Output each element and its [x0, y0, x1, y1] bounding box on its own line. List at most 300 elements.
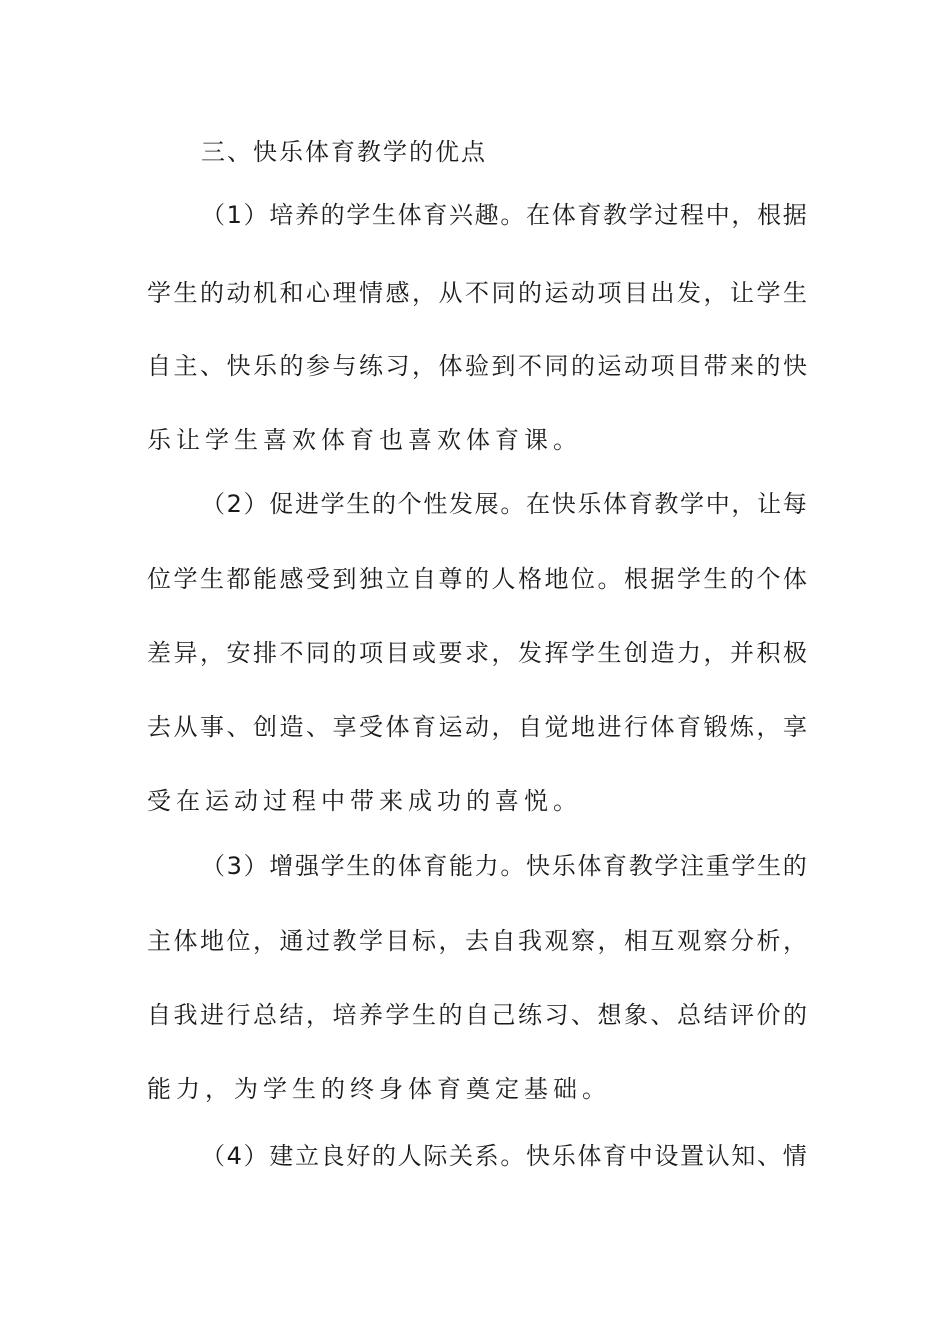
glyph: 教: [332, 927, 357, 955]
glyph: 项: [359, 639, 383, 667]
glyph: 的: [518, 279, 542, 307]
glyph: 极: [783, 639, 807, 667]
glyph: 位: [147, 565, 171, 593]
glyph: 在: [176, 787, 205, 815]
glyph: 行: [226, 1001, 251, 1029]
glyph: 养: [359, 1001, 383, 1029]
glyph: 体: [438, 352, 463, 380]
glyph: 乐: [253, 352, 277, 380]
glyph: 行: [624, 713, 648, 741]
glyph: 自: [518, 713, 542, 741]
glyph: 学: [173, 565, 198, 593]
glyph: ，: [783, 927, 807, 955]
glyph: 带: [703, 352, 728, 380]
glyph: 从: [438, 279, 463, 307]
glyph: 排: [253, 639, 277, 667]
glyph: 育: [423, 201, 448, 229]
glyph: 学: [320, 852, 345, 880]
glyph: 结: [279, 1001, 304, 1029]
glyph: 进: [200, 1001, 224, 1029]
glyph: 总: [677, 1001, 701, 1029]
glyph: 的: [756, 352, 781, 380]
glyph: 基: [524, 1075, 553, 1103]
glyph: 感: [385, 279, 410, 307]
glyph: 理: [332, 279, 357, 307]
glyph: ）: [243, 490, 268, 518]
glyph: 创: [624, 639, 648, 667]
glyph: 能: [147, 1075, 176, 1103]
glyph: 的: [783, 1001, 807, 1029]
glyph: 参: [306, 352, 330, 380]
glyph: 育: [437, 1075, 466, 1103]
glyph: 趣: [474, 201, 499, 229]
glyph: 过: [306, 927, 330, 955]
glyph: 生: [173, 279, 198, 307]
glyph: 教: [628, 852, 653, 880]
glyph: 自: [412, 565, 436, 593]
glyph: 立: [385, 565, 410, 593]
glyph: 身: [379, 1075, 408, 1103]
glyph: 学: [385, 1001, 410, 1029]
glyph: 在: [526, 490, 551, 518]
glyph: 练: [518, 1001, 542, 1029]
glyph: 个: [397, 490, 422, 518]
glyph: 学: [359, 927, 383, 955]
glyph: 的: [200, 279, 224, 307]
glyph: 欢: [437, 426, 466, 454]
glyph: 根: [624, 565, 648, 593]
glyph: 不: [279, 639, 304, 667]
glyph: 炼: [730, 713, 754, 741]
glyph: 自: [147, 1001, 171, 1029]
glyph: 。: [500, 201, 525, 229]
glyph: 的: [438, 1001, 463, 1029]
glyph: 生: [783, 279, 807, 307]
glyph: 体: [577, 852, 602, 880]
glyph: 际: [423, 1142, 448, 1170]
glyph: 去: [465, 927, 489, 955]
glyph: 来: [730, 352, 754, 380]
glyph: 地: [544, 565, 569, 593]
glyph: ，: [491, 713, 516, 741]
glyph: 到: [491, 352, 516, 380]
glyph: 发: [677, 279, 701, 307]
glyph: 学: [654, 852, 679, 880]
glyph: 知: [731, 1142, 756, 1170]
glyph: 也: [379, 426, 408, 454]
glyph: 4: [226, 1142, 242, 1170]
glyph: 人: [397, 1142, 422, 1170]
glyph: （: [201, 201, 225, 229]
glyph: 体: [321, 426, 350, 454]
glyph: 自: [491, 927, 516, 955]
glyph: 从: [173, 713, 198, 741]
glyph: 。: [597, 565, 622, 593]
glyph: ，: [438, 927, 463, 955]
glyph: 培: [332, 1001, 357, 1029]
glyph: 过: [263, 787, 292, 815]
glyph: 生: [412, 1001, 436, 1029]
glyph: ）: [243, 201, 268, 229]
glyph: 进: [294, 490, 319, 518]
glyph: 己: [491, 1001, 516, 1029]
paragraph-line: [147, 786, 807, 816]
glyph: 建: [269, 1142, 294, 1170]
glyph: 强: [294, 852, 319, 880]
glyph: 享: [783, 713, 807, 741]
glyph: 、: [650, 1001, 675, 1029]
glyph: 生: [597, 639, 622, 667]
glyph: 、: [757, 1142, 782, 1170]
glyph: 立: [294, 1142, 319, 1170]
glyph: 学: [731, 852, 756, 880]
glyph: 培: [269, 201, 294, 229]
paragraph-line: [147, 638, 807, 668]
glyph: 来: [379, 787, 408, 815]
glyph: 并: [730, 639, 754, 667]
glyph: 情: [782, 1142, 807, 1170]
glyph: 运: [544, 279, 569, 307]
glyph: ，: [491, 639, 516, 667]
glyph: 体: [408, 1075, 437, 1103]
paragraph-line: [147, 926, 807, 956]
glyph: 中: [628, 1142, 653, 1170]
glyph: 程: [680, 201, 705, 229]
glyph: 的: [730, 565, 754, 593]
glyph: 育: [577, 201, 602, 229]
glyph: ，: [703, 639, 728, 667]
glyph: 快: [783, 352, 807, 380]
glyph: 价: [756, 1001, 781, 1029]
glyph: 地: [571, 713, 595, 741]
glyph: 体: [650, 713, 675, 741]
glyph: 体: [397, 201, 422, 229]
glyph: 教: [654, 490, 679, 518]
glyph: 让: [176, 426, 205, 454]
glyph: 造: [650, 639, 675, 667]
glyph: 的: [466, 787, 495, 815]
glyph: 生: [346, 490, 371, 518]
glyph: 快: [526, 852, 551, 880]
glyph: 格: [518, 565, 542, 593]
glyph: 自: [147, 352, 171, 380]
glyph: 运: [438, 713, 463, 741]
glyph: 位: [226, 927, 251, 955]
glyph: 不: [465, 279, 489, 307]
glyph: ，: [200, 639, 224, 667]
glyph: 乐: [577, 490, 602, 518]
glyph: 成: [408, 787, 437, 815]
glyph: 置: [680, 1142, 705, 1170]
glyph: 。: [500, 490, 525, 518]
glyph: 兴: [449, 201, 473, 229]
glyph: 生: [292, 1075, 321, 1103]
glyph: 育: [603, 852, 628, 880]
glyph: 练: [359, 352, 383, 380]
glyph: 觉: [544, 713, 569, 741]
glyph: 通: [279, 927, 304, 955]
glyph: 我: [173, 1001, 198, 1029]
glyph: 分: [730, 927, 754, 955]
glyph: 让: [757, 490, 782, 518]
glyph: 个: [756, 565, 781, 593]
glyph: 的: [571, 352, 595, 380]
glyph: 体: [385, 713, 410, 741]
glyph: 2: [226, 490, 242, 518]
glyph: 学: [346, 201, 371, 229]
glyph: 体: [603, 490, 628, 518]
glyph: 心: [306, 279, 330, 307]
glyph: 验: [465, 352, 489, 380]
glyph: 终: [350, 1075, 379, 1103]
glyph: 运: [205, 787, 234, 815]
glyph: 学: [320, 490, 345, 518]
glyph: 项: [597, 279, 622, 307]
glyph: 与: [332, 352, 357, 380]
glyph: 动: [465, 713, 489, 741]
glyph: ，: [412, 352, 436, 380]
glyph: 育: [495, 426, 524, 454]
glyph: 定: [495, 1075, 524, 1103]
glyph: 乐: [551, 852, 576, 880]
glyph: 、: [200, 352, 224, 380]
glyph: 动: [571, 279, 595, 307]
glyph: 事: [200, 713, 224, 741]
glyph: 让: [730, 279, 754, 307]
glyph: 体: [577, 1142, 602, 1170]
glyph: 主: [147, 927, 171, 955]
section-heading: 三、快乐体育教学的优点: [201, 138, 487, 166]
glyph: 动: [624, 352, 648, 380]
glyph: 学: [147, 279, 171, 307]
paragraph-line: [147, 1074, 807, 1104]
glyph: 欢: [292, 426, 321, 454]
glyph: 。: [553, 787, 582, 815]
glyph: 中: [705, 490, 730, 518]
glyph: 受: [306, 565, 330, 593]
glyph: 的: [332, 639, 357, 667]
glyph: 课: [524, 426, 553, 454]
glyph: 养: [294, 201, 319, 229]
glyph: 育: [628, 490, 653, 518]
glyph: 设: [654, 1142, 679, 1170]
glyph: 目: [385, 639, 410, 667]
glyph: 察: [571, 927, 595, 955]
paragraph-line: [201, 1141, 807, 1171]
glyph: 生: [234, 426, 263, 454]
glyph: 差: [147, 639, 171, 667]
glyph: 要: [438, 639, 463, 667]
glyph: 运: [597, 352, 622, 380]
glyph: 结: [703, 1001, 728, 1029]
glyph: 目: [677, 352, 701, 380]
glyph: 展: [474, 490, 499, 518]
glyph: ，: [756, 713, 781, 741]
glyph: 积: [756, 639, 781, 667]
glyph: 创: [253, 713, 277, 741]
paragraph-line: [147, 425, 807, 455]
glyph: 据: [650, 565, 675, 593]
glyph: 喜: [408, 426, 437, 454]
glyph: ，: [597, 927, 622, 955]
paragraph-line: [147, 564, 807, 594]
glyph: 去: [147, 713, 171, 741]
glyph: 的: [465, 565, 489, 593]
paragraph-line: [147, 712, 807, 742]
glyph: 学: [205, 426, 234, 454]
glyph: 同: [306, 639, 330, 667]
glyph: ）: [243, 852, 268, 880]
glyph: 性: [423, 490, 448, 518]
glyph: 能: [253, 565, 277, 593]
paragraph-line: [201, 489, 807, 519]
glyph: 评: [730, 1001, 754, 1029]
glyph: 快: [526, 1142, 551, 1170]
glyph: 力: [176, 1075, 205, 1103]
glyph: （: [201, 852, 225, 880]
paragraph-line: [201, 200, 807, 230]
glyph: 。: [582, 1075, 611, 1103]
glyph: 悦: [524, 787, 553, 815]
glyph: 学: [756, 279, 781, 307]
glyph: 喜: [263, 426, 292, 454]
glyph: 促: [269, 490, 294, 518]
glyph: ，: [306, 1001, 330, 1029]
glyph: 的: [320, 201, 345, 229]
glyph: 目: [624, 279, 648, 307]
glyph: 析: [756, 927, 781, 955]
glyph: 象: [624, 1001, 648, 1029]
glyph: 关: [449, 1142, 473, 1170]
glyph: 。: [553, 426, 582, 454]
glyph: 察: [703, 927, 728, 955]
glyph: 1: [226, 201, 242, 229]
glyph: 础: [553, 1075, 582, 1103]
glyph: 学: [680, 490, 705, 518]
glyph: 生: [346, 852, 371, 880]
glyph: 出: [650, 279, 675, 307]
glyph: ，: [731, 490, 756, 518]
paragraph-line: [147, 1000, 807, 1030]
glyph: 观: [544, 927, 569, 955]
glyph: 、: [306, 713, 330, 741]
glyph: 中: [705, 201, 730, 229]
glyph: 感: [279, 565, 304, 593]
glyph: 教: [603, 201, 628, 229]
glyph: 体: [397, 852, 422, 880]
glyph: 求: [465, 639, 489, 667]
glyph: ）: [243, 1142, 268, 1170]
glyph: 育: [677, 713, 701, 741]
glyph: 育: [412, 713, 436, 741]
glyph: 育: [603, 1142, 628, 1170]
glyph: 力: [677, 639, 701, 667]
glyph: 据: [782, 201, 807, 229]
glyph: 享: [332, 713, 357, 741]
glyph: 的: [321, 1075, 350, 1103]
glyph: 。: [500, 1142, 525, 1170]
glyph: 重: [705, 852, 730, 880]
glyph: 互: [650, 927, 675, 955]
glyph: 锻: [703, 713, 728, 741]
glyph: 3: [226, 852, 242, 880]
glyph: 想: [597, 1001, 622, 1029]
glyph: 中: [321, 787, 350, 815]
glyph: 良: [320, 1142, 345, 1170]
glyph: 的: [782, 852, 807, 880]
glyph: 挥: [544, 639, 569, 667]
glyph: 进: [597, 713, 622, 741]
glyph: 习: [544, 1001, 569, 1029]
glyph: 发: [449, 490, 473, 518]
glyph: 生: [703, 565, 728, 593]
glyph: （: [201, 1142, 225, 1170]
glyph: 过: [654, 201, 679, 229]
glyph: 受: [359, 713, 383, 741]
glyph: 、: [226, 713, 251, 741]
glyph: 主: [173, 352, 198, 380]
glyph: 尊: [438, 565, 463, 593]
glyph: 生: [757, 852, 782, 880]
glyph: 或: [412, 639, 436, 667]
glyph: 体: [466, 426, 495, 454]
glyph: 能: [449, 852, 473, 880]
glyph: 系: [474, 1142, 499, 1170]
glyph: 的: [371, 490, 396, 518]
glyph: 发: [518, 639, 542, 667]
glyph: 总: [253, 1001, 277, 1029]
glyph: 习: [385, 352, 410, 380]
glyph: 体: [783, 565, 807, 593]
glyph: 乐: [551, 1142, 576, 1170]
glyph: ，: [253, 927, 277, 955]
glyph: 造: [279, 713, 304, 741]
glyph: 的: [279, 352, 304, 380]
glyph: 到: [332, 565, 357, 593]
glyph: 受: [147, 787, 176, 815]
glyph: 、: [571, 1001, 595, 1029]
glyph: 体: [551, 201, 576, 229]
glyph: 认: [705, 1142, 730, 1170]
glyph: 我: [518, 927, 542, 955]
paragraph-line: [147, 278, 807, 308]
glyph: 自: [465, 1001, 489, 1029]
glyph: 生: [371, 201, 396, 229]
glyph: 相: [624, 927, 648, 955]
glyph: ，: [731, 201, 756, 229]
glyph: 快: [226, 352, 251, 380]
glyph: 快: [551, 490, 576, 518]
glyph: 安: [226, 639, 251, 667]
glyph: 育: [423, 852, 448, 880]
glyph: 情: [359, 279, 383, 307]
paragraph-line: [201, 851, 807, 881]
glyph: 功: [437, 787, 466, 815]
glyph: 的: [371, 1142, 396, 1170]
glyph: 力: [474, 852, 499, 880]
glyph: 生: [200, 565, 224, 593]
paragraph-line: [147, 351, 807, 381]
glyph: 根: [757, 201, 782, 229]
glyph: 每: [782, 490, 807, 518]
glyph: 目: [385, 927, 410, 955]
glyph: 异: [173, 639, 198, 667]
glyph: 好: [346, 1142, 371, 1170]
glyph: 和: [279, 279, 304, 307]
glyph: 位: [571, 565, 595, 593]
glyph: 观: [677, 927, 701, 955]
glyph: ，: [412, 279, 436, 307]
